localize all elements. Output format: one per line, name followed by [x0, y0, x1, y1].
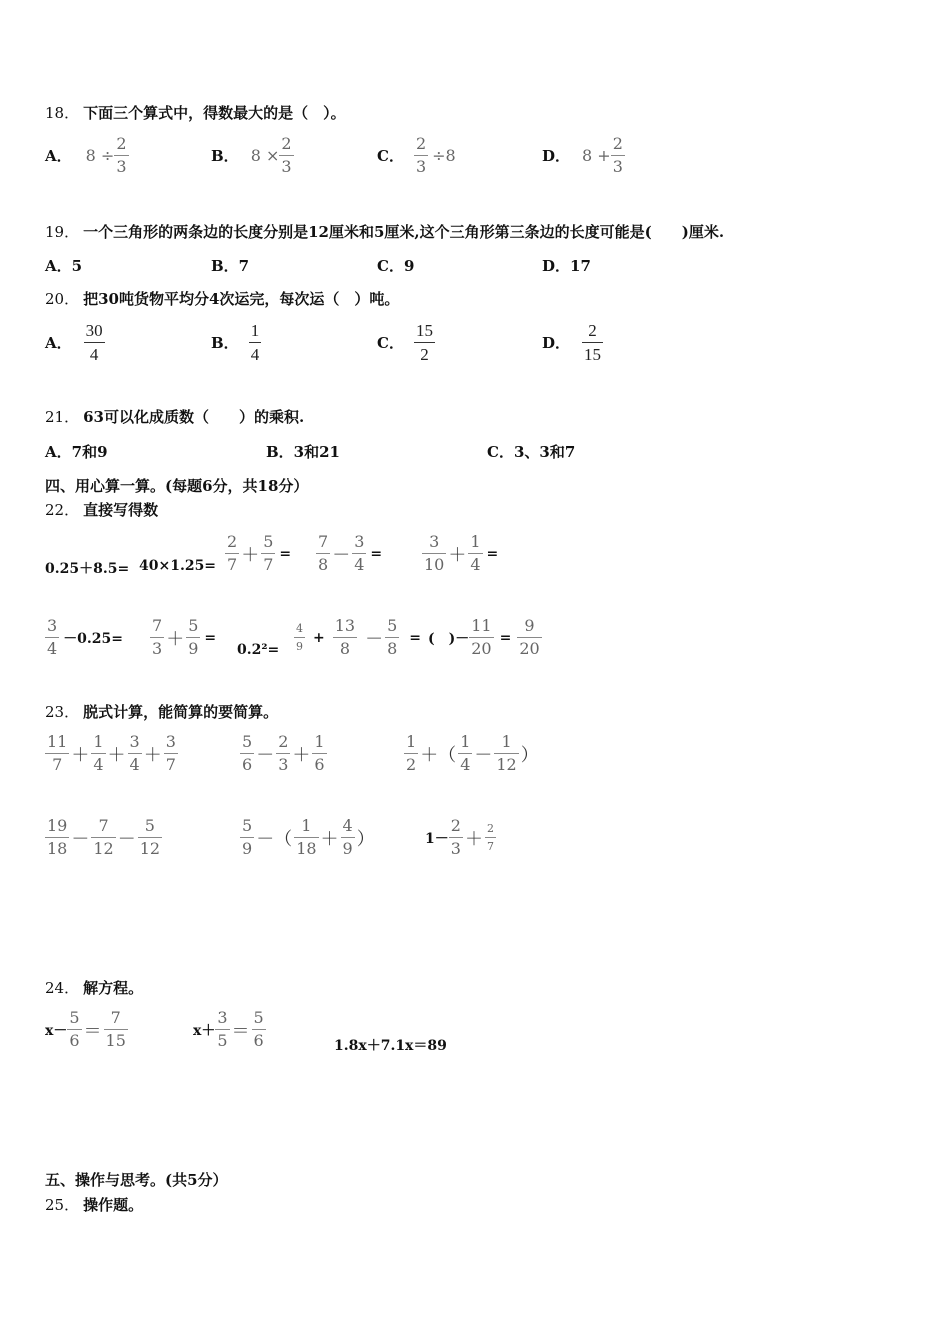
option-label: B． — [211, 147, 239, 165]
expression-prefix: 8 × — [250, 146, 280, 165]
question-21 — [45, 406, 304, 427]
question-number: 21． — [45, 408, 80, 426]
question-text: 解方程。 — [83, 979, 144, 997]
calculation-item: $\frac{5}{6}$ － $\frac{2}{3}$ ＋ $\frac{1}{6}$ — [242, 732, 325, 774]
calculation-item: $\frac{11}{7}$ ＋ $\frac{1}{4}$ ＋ $\frac{3}{4}$ ＋ $\frac{3}{7}$ — [47, 732, 176, 774]
section-heading-5: 五、操作与思考。(共5分） — [45, 1171, 228, 1189]
equation-item: x－ $\frac{5}{6}$ ＝ $\frac{7}{15}$ — [45, 1008, 126, 1050]
mental-math-item: $\frac{7}{8}$ － $\frac{3}{4}$ = — [318, 532, 383, 574]
question-number: 19． — [45, 223, 80, 241]
question-19 — [45, 221, 724, 242]
question-text: 把30吨货物平均分4次运完，每次运（ ）吨。 — [83, 290, 400, 308]
question-18 — [45, 102, 346, 123]
question-text: 操作题。 — [83, 1196, 144, 1214]
expression-suffix: ÷8 — [432, 146, 456, 165]
calculation-item: $\frac{1}{2}$ ＋（ $\frac{1}{4}$ － $\frac{1}{12}$ ） — [406, 732, 539, 774]
option-label: D． — [542, 147, 571, 165]
mental-math-item: $\frac{3}{4}$ －0.25= — [47, 616, 124, 658]
question-text: 直接写得数 — [83, 501, 159, 519]
option-a[interactable] — [45, 136, 129, 175]
question-text: 63可以化成质数（ ）的乘积. — [83, 408, 305, 426]
question-number: 24． — [45, 979, 80, 997]
question-number: 25． — [45, 1196, 80, 1214]
option-d[interactable] — [542, 322, 603, 363]
fraction: $\frac{2}{3}$ — [612, 134, 623, 176]
option-d[interactable] — [542, 136, 625, 175]
equation-item: 1.8x＋7.1x＝89 — [334, 1038, 447, 1054]
fraction: $\frac{2}{15}$ — [584, 321, 602, 364]
fraction: $\frac{2}{3}$ — [281, 134, 292, 176]
question-22 — [45, 499, 158, 520]
mental-math-item: $\frac{4}{9}$ + $\frac{13}{8}$ － $\frac{5}{8}$ = — [296, 616, 422, 658]
option-label: A． — [45, 334, 72, 352]
question-number: 23． — [45, 703, 80, 721]
fraction: $\frac{2}{3}$ — [415, 134, 427, 176]
question-number: 18． — [45, 104, 80, 122]
option-c[interactable]: C．3、3和7 — [487, 443, 576, 461]
option-b[interactable]: B．7 — [211, 257, 250, 275]
equation-item: x＋ $\frac{3}{5}$ ＝ $\frac{5}{6}$ — [193, 1008, 264, 1050]
mental-math-item: $\frac{3}{10}$ ＋ $\frac{1}{4}$ = — [424, 532, 499, 574]
question-23 — [45, 701, 278, 722]
expression-prefix: 8 + — [582, 146, 611, 165]
question-text: 脱式计算，能简算的要简算。 — [83, 703, 279, 721]
option-c[interactable] — [377, 322, 435, 363]
option-a[interactable]: A．5 — [45, 257, 83, 275]
question-text: 一个三角形的两条边的长度分别是12厘米和5厘米,这个三角形第三条边的长度可能是( )厘米. — [83, 223, 725, 241]
fraction: $\frac{15}{2}$ — [415, 321, 433, 364]
section-heading-4: 四、用心算一算。(每题6分，共18分） — [45, 477, 309, 495]
question-24 — [45, 977, 143, 998]
option-label: A． — [45, 147, 72, 165]
mental-math-item: $\frac{2}{7}$ ＋ $\frac{5}{7}$ = — [227, 532, 292, 574]
option-label: C． — [377, 147, 404, 165]
mental-math-item: $\frac{7}{3}$ ＋ $\frac{5}{9}$ = — [152, 616, 217, 658]
question-25 — [45, 1194, 143, 1215]
expression-prefix: 8 ÷ — [85, 146, 115, 165]
question-text: 下面三个算式中，得数最大的是（ ）。 — [83, 104, 346, 122]
calculation-item: 1－ $\frac{2}{3}$ ＋ $\frac{2}{7}$ — [425, 816, 494, 858]
option-label: B． — [211, 334, 239, 352]
question-20 — [45, 288, 399, 309]
mental-math-item: 0.25＋8.5= — [45, 561, 130, 577]
option-label: C． — [377, 334, 404, 352]
question-number: 22． — [45, 501, 80, 519]
option-c[interactable] — [377, 136, 456, 175]
question-number: 20． — [45, 290, 80, 308]
mental-math-item: 40×1.25= — [139, 558, 217, 574]
option-a[interactable] — [45, 322, 105, 363]
mental-math-item: ( )－ $\frac{11}{20}$ = $\frac{9}{20}$ — [428, 616, 540, 658]
option-d[interactable]: D．17 — [542, 257, 591, 275]
fraction: $\frac{2}{3}$ — [116, 134, 127, 176]
fraction: $\frac{1}{4}$ — [250, 321, 260, 364]
option-a[interactable]: A．7和9 — [45, 443, 108, 461]
option-label: D． — [542, 334, 571, 352]
fraction: $\frac{30}{4}$ — [85, 321, 103, 364]
option-c[interactable]: C．9 — [377, 257, 415, 275]
calculation-item: $\frac{5}{9}$ －（ $\frac{1}{18}$ ＋ $\frac{4}{9}$ ） — [242, 816, 375, 858]
option-b[interactable] — [211, 136, 294, 175]
mental-math-item: 0.2²= — [237, 642, 280, 658]
option-b[interactable] — [211, 322, 261, 363]
calculation-item: $\frac{19}{18}$ － $\frac{7}{12}$ － $\frac{5}{12}$ — [47, 816, 161, 858]
option-b[interactable]: B．3和21 — [266, 443, 340, 461]
